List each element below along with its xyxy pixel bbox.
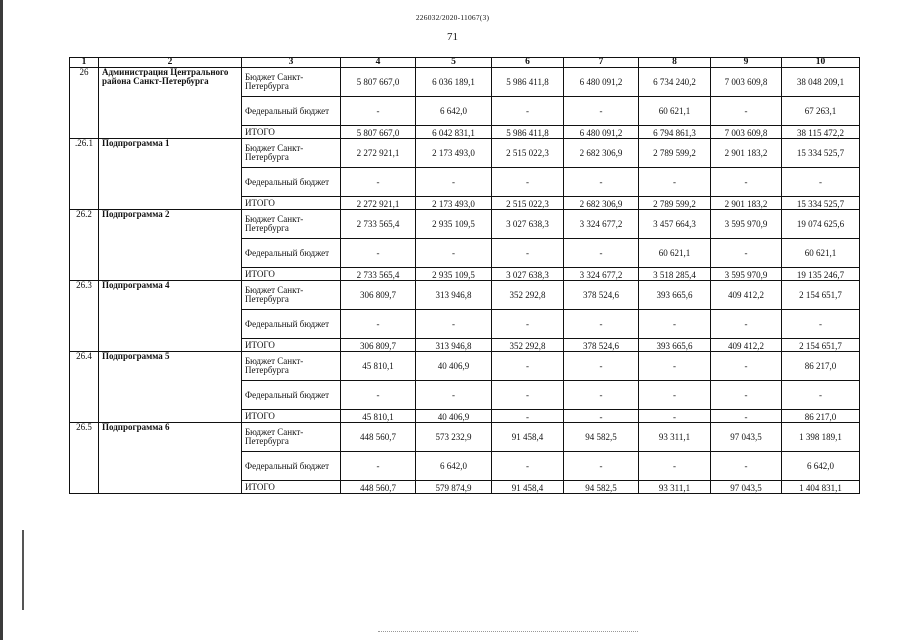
amount-cell: 3 518 285,4 [639, 268, 711, 281]
amount-cell: 93 311,1 [639, 481, 711, 494]
amount-cell: 2 935 109,5 [416, 210, 492, 239]
scan-footer-marks [378, 631, 638, 635]
amount-cell: 15 334 525,7 [782, 197, 860, 210]
amount-cell: 2 272 921,1 [341, 197, 416, 210]
amount-cell: - [711, 410, 782, 423]
funding-source-label: ИТОГО [242, 268, 341, 281]
amount-cell: - [711, 239, 782, 268]
amount-cell: - [341, 168, 416, 197]
amount-cell: 60 621,1 [639, 97, 711, 126]
funding-source-label: Федеральный бюджет [242, 97, 341, 126]
amount-cell: 40 406,9 [416, 352, 492, 381]
amount-cell: 3 595 970,9 [711, 210, 782, 239]
amount-cell: 91 458,4 [492, 481, 564, 494]
amount-cell: 448 560,7 [341, 423, 416, 452]
amount-cell: - [564, 310, 639, 339]
amount-cell: - [639, 310, 711, 339]
amount-cell: 3 027 638,3 [492, 268, 564, 281]
amount-cell: 97 043,5 [711, 423, 782, 452]
funding-source-label: Федеральный бюджет [242, 168, 341, 197]
amount-cell: 67 263,1 [782, 97, 860, 126]
amount-cell: - [711, 452, 782, 481]
amount-cell: 5 986 411,8 [492, 126, 564, 139]
column-header-1: 1 [70, 58, 99, 68]
amount-cell: 6 480 091,2 [564, 68, 639, 97]
amount-cell: - [341, 310, 416, 339]
amount-cell: - [492, 310, 564, 339]
amount-cell: 579 874,9 [416, 481, 492, 494]
amount-cell: - [416, 310, 492, 339]
amount-cell: 3 324 677,2 [564, 210, 639, 239]
amount-cell: - [639, 352, 711, 381]
amount-cell: 378 524,6 [564, 339, 639, 352]
amount-cell: 2 154 651,7 [782, 339, 860, 352]
amount-cell: 86 217,0 [782, 410, 860, 423]
amount-cell: - [564, 239, 639, 268]
amount-cell: 38 115 472,2 [782, 126, 860, 139]
budget-spb-row [70, 281, 860, 310]
row-code: 26.5 [70, 423, 99, 494]
column-header-10: 10 [782, 58, 860, 68]
amount-cell: - [711, 310, 782, 339]
amount-cell: 2 173 493,0 [416, 197, 492, 210]
column-header-7: 7 [564, 58, 639, 68]
amount-cell: 3 595 970,9 [711, 268, 782, 281]
amount-cell: 2 682 306,9 [564, 139, 639, 168]
amount-cell: 352 292,8 [492, 339, 564, 352]
amount-cell: 1 404 831,1 [782, 481, 860, 494]
amount-cell: - [564, 352, 639, 381]
budget-spb-row [70, 68, 860, 97]
amount-cell: - [711, 352, 782, 381]
amount-cell: - [564, 452, 639, 481]
funding-source-label: Федеральный бюджет [242, 381, 341, 410]
budget-spb-row [70, 139, 860, 168]
funding-source-label: Бюджет Санкт-Петербурга [242, 139, 341, 168]
amount-cell: 7 003 609,8 [711, 126, 782, 139]
funding-source-label: ИТОГО [242, 481, 341, 494]
amount-cell: 86 217,0 [782, 352, 860, 381]
amount-cell: - [564, 97, 639, 126]
column-number-row [70, 58, 860, 68]
amount-cell: 2 154 651,7 [782, 281, 860, 310]
row-code: 26.2 [70, 210, 99, 281]
amount-cell: - [564, 410, 639, 423]
amount-cell: 3 027 638,3 [492, 210, 564, 239]
amount-cell: - [639, 381, 711, 410]
budget-spb-row [70, 210, 860, 239]
column-header-4: 4 [341, 58, 416, 68]
amount-cell: - [341, 239, 416, 268]
row-code: 26.4 [70, 352, 99, 423]
amount-cell: 1 398 189,1 [782, 423, 860, 452]
page-number: 71 [447, 31, 458, 43]
amount-cell: - [416, 168, 492, 197]
table-body [70, 68, 860, 494]
funding-source-label: ИТОГО [242, 410, 341, 423]
amount-cell: 7 003 609,8 [711, 68, 782, 97]
program-name: Подпрограмма 1 [99, 139, 242, 210]
amount-cell: 94 582,5 [564, 423, 639, 452]
amount-cell: 6 642,0 [782, 452, 860, 481]
amount-cell: 393 665,6 [639, 281, 711, 310]
amount-cell: 5 807 667,0 [341, 126, 416, 139]
row-code: .26.1 [70, 139, 99, 210]
amount-cell: 2 733 565,4 [341, 210, 416, 239]
amount-cell: 3 457 664,3 [639, 210, 711, 239]
amount-cell: 6 036 189,1 [416, 68, 492, 97]
program-name: Администрация Центрального района Санкт-Петербурга [99, 68, 242, 139]
amount-cell: 2 272 921,1 [341, 139, 416, 168]
amount-cell: 2 789 599,2 [639, 139, 711, 168]
funding-source-label: Бюджет Санкт-Петербурга [242, 423, 341, 452]
amount-cell: 5 807 667,0 [341, 68, 416, 97]
amount-cell: - [341, 381, 416, 410]
budget-spb-row [70, 352, 860, 381]
column-header-6: 6 [492, 58, 564, 68]
funding-source-label: Бюджет Санкт-Петербурга [242, 281, 341, 310]
amount-cell: 2 682 306,9 [564, 197, 639, 210]
scan-margin-mark [22, 530, 24, 610]
amount-cell: - [564, 168, 639, 197]
funding-source-label: Федеральный бюджет [242, 239, 341, 268]
amount-cell: 19 135 246,7 [782, 268, 860, 281]
amount-cell: - [782, 168, 860, 197]
amount-cell: 97 043,5 [711, 481, 782, 494]
funding-source-label: Бюджет Санкт-Петербурга [242, 210, 341, 239]
row-code: 26 [70, 68, 99, 139]
funding-source-label: ИТОГО [242, 126, 341, 139]
amount-cell: 60 621,1 [639, 239, 711, 268]
amount-cell: - [492, 168, 564, 197]
amount-cell: - [341, 452, 416, 481]
amount-cell: - [782, 381, 860, 410]
program-name: Подпрограмма 6 [99, 423, 242, 494]
amount-cell: 393 665,6 [639, 339, 711, 352]
amount-cell: - [416, 381, 492, 410]
funding-source-label: ИТОГО [242, 339, 341, 352]
amount-cell: 6 480 091,2 [564, 126, 639, 139]
amount-cell: 2 935 109,5 [416, 268, 492, 281]
amount-cell: 45 810,1 [341, 410, 416, 423]
amount-cell: - [639, 452, 711, 481]
amount-cell: 15 334 525,7 [782, 139, 860, 168]
document-id: 226032/2020-11067(3) [415, 13, 490, 22]
amount-cell: - [711, 168, 782, 197]
column-header-8: 8 [639, 58, 711, 68]
scan-edge-shadow [0, 0, 3, 640]
column-header-9: 9 [711, 58, 782, 68]
amount-cell: 6 794 861,3 [639, 126, 711, 139]
amount-cell: 2 789 599,2 [639, 197, 711, 210]
amount-cell: 5 986 411,8 [492, 68, 564, 97]
amount-cell: 2 733 565,4 [341, 268, 416, 281]
budget-table [69, 57, 860, 494]
amount-cell: 2 173 493,0 [416, 139, 492, 168]
amount-cell: 448 560,7 [341, 481, 416, 494]
amount-cell: 306 809,7 [341, 281, 416, 310]
funding-source-label: Федеральный бюджет [242, 310, 341, 339]
amount-cell: - [341, 97, 416, 126]
program-name: Подпрограмма 5 [99, 352, 242, 423]
amount-cell: - [711, 381, 782, 410]
amount-cell: - [416, 239, 492, 268]
amount-cell: - [639, 410, 711, 423]
amount-cell: 313 946,8 [416, 281, 492, 310]
amount-cell: 409 412,2 [711, 339, 782, 352]
amount-cell: 19 074 625,6 [782, 210, 860, 239]
program-name: Подпрограмма 4 [99, 281, 242, 352]
amount-cell: - [782, 310, 860, 339]
amount-cell: - [492, 410, 564, 423]
funding-source-label: Бюджет Санкт-Петербурга [242, 352, 341, 381]
amount-cell: 306 809,7 [341, 339, 416, 352]
amount-cell: 409 412,2 [711, 281, 782, 310]
amount-cell: 6 642,0 [416, 452, 492, 481]
column-header-3: 3 [242, 58, 341, 68]
amount-cell: - [492, 239, 564, 268]
column-header-5: 5 [416, 58, 492, 68]
amount-cell: 91 458,4 [492, 423, 564, 452]
amount-cell: 38 048 209,1 [782, 68, 860, 97]
amount-cell: 2 515 022,3 [492, 197, 564, 210]
amount-cell: - [492, 97, 564, 126]
amount-cell: 378 524,6 [564, 281, 639, 310]
amount-cell: 2 901 183,2 [711, 197, 782, 210]
budget-spb-row [70, 423, 860, 452]
amount-cell: 6 642,0 [416, 97, 492, 126]
amount-cell: 6 734 240,2 [639, 68, 711, 97]
amount-cell: - [492, 452, 564, 481]
funding-source-label: Бюджет Санкт-Петербурга [242, 68, 341, 97]
row-code: 26.3 [70, 281, 99, 352]
funding-source-label: ИТОГО [242, 197, 341, 210]
amount-cell: - [492, 352, 564, 381]
amount-cell: 2 515 022,3 [492, 139, 564, 168]
column-header-2: 2 [99, 58, 242, 68]
amount-cell: 313 946,8 [416, 339, 492, 352]
amount-cell: - [492, 381, 564, 410]
amount-cell: 93 311,1 [639, 423, 711, 452]
amount-cell: 60 621,1 [782, 239, 860, 268]
amount-cell: 6 042 831,1 [416, 126, 492, 139]
amount-cell: 352 292,8 [492, 281, 564, 310]
amount-cell: - [711, 97, 782, 126]
amount-cell: 40 406,9 [416, 410, 492, 423]
amount-cell: 94 582,5 [564, 481, 639, 494]
funding-source-label: Федеральный бюджет [242, 452, 341, 481]
amount-cell: - [564, 381, 639, 410]
amount-cell: 45 810,1 [341, 352, 416, 381]
amount-cell: 3 324 677,2 [564, 268, 639, 281]
amount-cell: 573 232,9 [416, 423, 492, 452]
amount-cell: - [639, 168, 711, 197]
amount-cell: 2 901 183,2 [711, 139, 782, 168]
program-name: Подпрограмма 2 [99, 210, 242, 281]
